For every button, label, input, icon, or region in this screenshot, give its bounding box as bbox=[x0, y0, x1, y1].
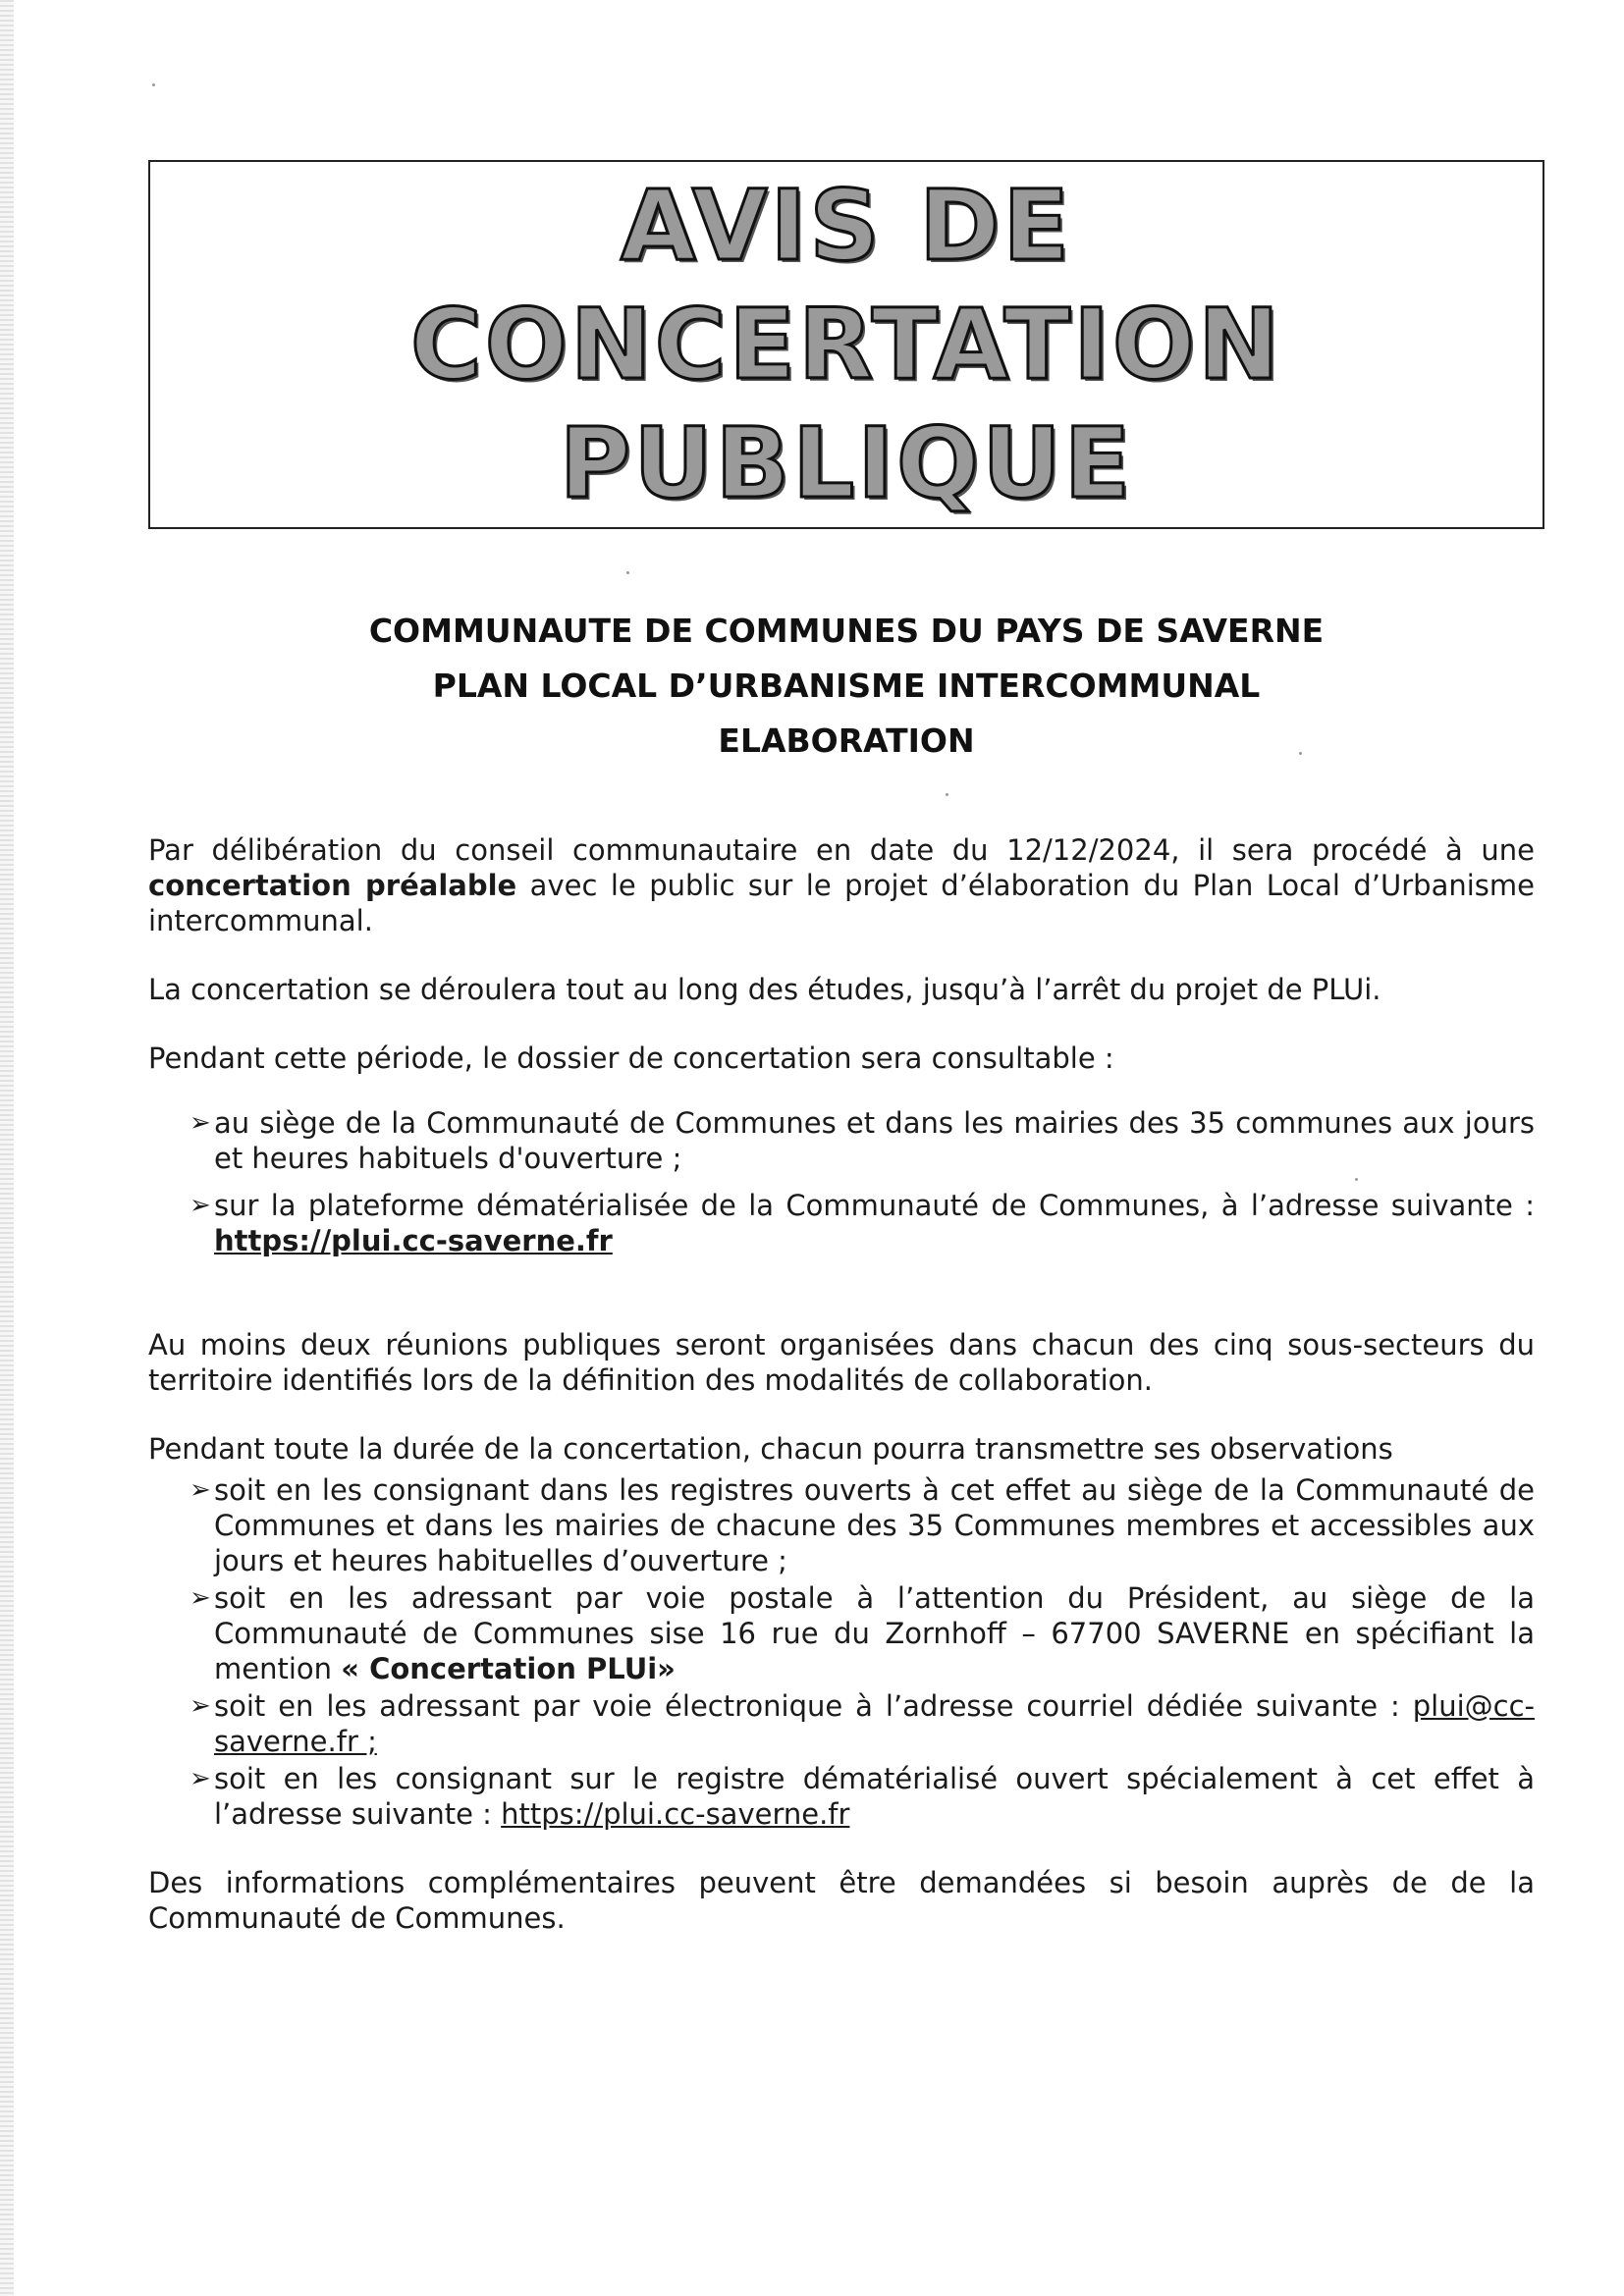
intro-bold: concertation préalable bbox=[148, 869, 517, 902]
arrow-bullet-icon: ➢ bbox=[189, 1764, 211, 1793]
notice-body bbox=[148, 832, 1535, 1936]
duration-paragraph: La concertation se déroulera tout au long des études, jusqu’à l’arrêt du projet de PLUi. bbox=[148, 973, 1381, 1006]
list-item bbox=[148, 1688, 1535, 1759]
consultation-item-text: au siège de la Communauté de Communes et dans les mairies des 35 communes aux jours et heures habituels d'ouverture ; bbox=[214, 1106, 1535, 1175]
observation-item-text: soit en les adressant par voie postale à l’attention du Président, au siège de la Communauté de Communes sise 16 rue du Zornhoff – 67700 SAVERNE en spécifiant la mention bbox=[214, 1581, 1535, 1685]
registry-link[interactable]: https://plui.cc-saverne.fr bbox=[501, 1797, 850, 1831]
title-line-1: AVIS DE bbox=[621, 169, 1072, 283]
intro-paragraph bbox=[148, 832, 1535, 938]
arrow-bullet-icon: ➢ bbox=[189, 1191, 211, 1220]
observations-list bbox=[148, 1472, 1535, 1832]
notice-title-box bbox=[148, 160, 1544, 529]
subheading bbox=[148, 604, 1544, 769]
closing-paragraph: Des informations complémentaires peuvent être demandées si besoin auprès de de la Communauté de Communes. bbox=[148, 1866, 1535, 1935]
scan-edge-artifact bbox=[0, 0, 14, 2296]
list-item bbox=[148, 1105, 1535, 1176]
arrow-bullet-icon: ➢ bbox=[189, 1475, 211, 1505]
subheading-line-1: COMMUNAUTE DE COMMUNES DU PAYS DE SAVERNE bbox=[368, 612, 1325, 650]
scan-speck bbox=[152, 83, 155, 86]
subheading-line-3: ELABORATION bbox=[718, 721, 975, 760]
title-line-2: CONCERTATION bbox=[410, 288, 1282, 401]
consultation-list bbox=[148, 1105, 1535, 1258]
scan-speck bbox=[1299, 752, 1302, 755]
observation-item-text: soit en les consignant dans les registres ouverts à cet effet au siège de la Communauté de Communes et dans les mairies de chacune des 35 Communes membres et accessibles aux jours et heures habituelles d’ouverture ; bbox=[214, 1473, 1535, 1577]
list-item bbox=[148, 1580, 1535, 1686]
arrow-bullet-icon: ➢ bbox=[189, 1108, 211, 1138]
list-item bbox=[148, 1188, 1535, 1258]
subheading-line-2: PLAN LOCAL D’URBANISME INTERCOMMUNAL bbox=[432, 667, 1261, 705]
consultation-intro: Pendant cette période, le dossier de concertation sera consultable : bbox=[148, 1041, 1114, 1075]
intro-text-2: avec le public sur le projet d’élaboration du Plan Local d’Urbanisme intercommunal. bbox=[148, 869, 1535, 937]
email-link[interactable]: plui@cc-saverne.fr ; bbox=[214, 1689, 1535, 1758]
intro-text-1: Par délibération du conseil communautaire en date du 12/12/2024, il sera procédé à une bbox=[148, 833, 1535, 867]
scan-speck bbox=[626, 571, 629, 574]
arrow-bullet-icon: ➢ bbox=[189, 1583, 211, 1613]
observation-item-text: soit en les adressant par voie électronique à l’adresse courriel dédiée suivante : bbox=[214, 1689, 1413, 1723]
scan-speck bbox=[946, 793, 948, 796]
mention-label: « Concertation PLUi» bbox=[341, 1652, 676, 1685]
title-line-3: PUBLIQUE bbox=[559, 406, 1134, 520]
meetings-paragraph: Au moins deux réunions publiques seront organisées dans chacun des cinq sous-secteurs du territoire identifiés lors de la définition des modalités de collaboration. bbox=[148, 1328, 1535, 1397]
list-item bbox=[148, 1761, 1535, 1832]
arrow-bullet-icon: ➢ bbox=[189, 1691, 211, 1721]
observation-item-text: soit en les consignant sur le registre dématérialisé ouvert spécialement à cet effet à l’adresse suivante : bbox=[214, 1762, 1535, 1831]
scan-speck bbox=[1355, 1178, 1358, 1181]
observations-intro: Pendant toute la durée de la concertation, chacun pourra transmettre ses observations bbox=[148, 1432, 1393, 1466]
platform-link[interactable]: https://plui.cc-saverne.fr bbox=[214, 1224, 613, 1257]
consultation-item-text: sur la plateforme dématérialisée de la Communauté de Communes, à l’adresse suivante : bbox=[214, 1189, 1535, 1222]
list-item bbox=[148, 1472, 1535, 1578]
